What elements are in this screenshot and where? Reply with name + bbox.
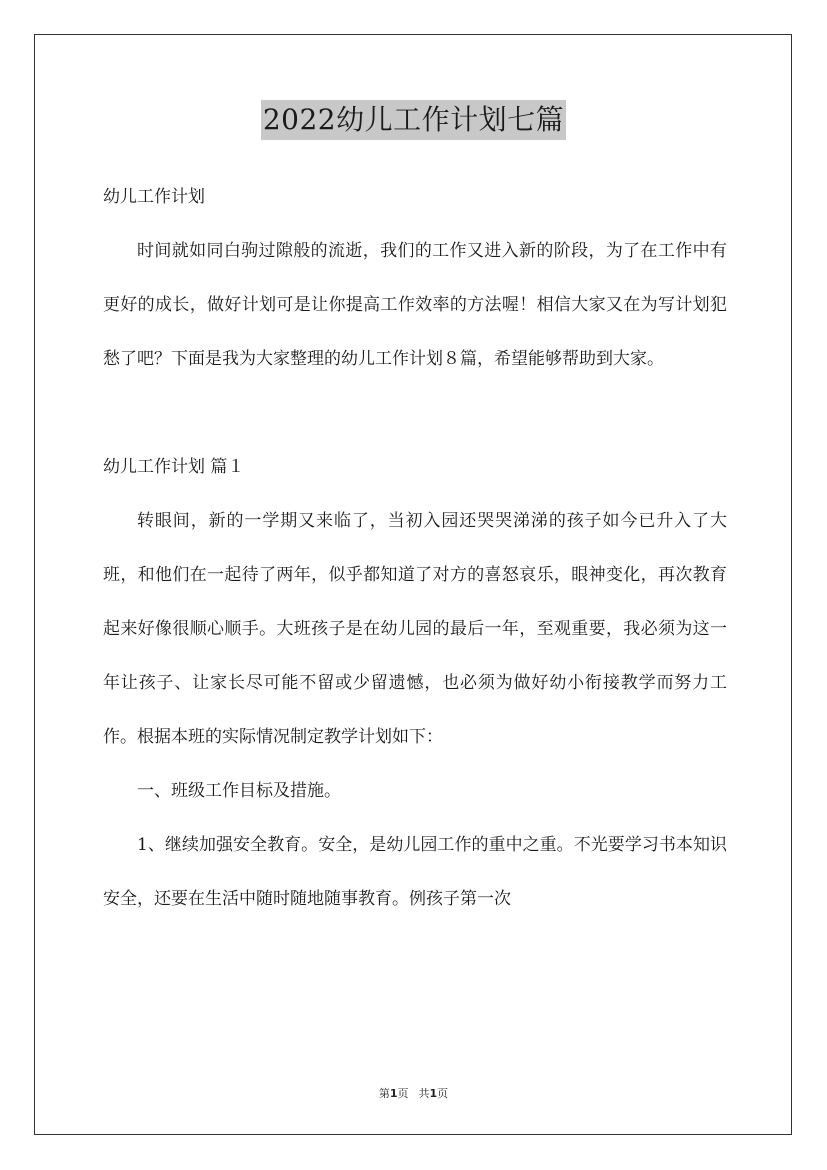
total-pages: 1 — [429, 1087, 438, 1100]
total-suffix: 页 — [437, 1087, 449, 1100]
section1-paragraph: 转眼间，新的一学期又来临了，当初入园还哭哭涕涕的孩子如今已升入了大班，和他们在一起待了两年，似乎都知道了对方的喜怒哀乐，眼神变化，再次教育起来好像很顺心顺手。大班孩子是在幼儿园的最后一年，至观重要，我必须为这一年让孩子、让家长尽可能不留或少留遗憾，也必须为做好幼小衔接教学而努力工作。根据本班的实际情况制定教学计划如下： — [103, 511, 727, 747]
title-container — [0, 100, 827, 140]
blank-line — [103, 386, 727, 440]
document-body — [103, 170, 727, 926]
intro-paragraph: 时间就如同白驹过隙般的流逝，我们的工作又进入新的阶段，为了在工作中有更好的成长，做好计划可是让你提高工作效率的方法喔！相信大家又在为写计划犯愁了吧？下面是我为大家整理的幼儿工作计划８篇，希望能够帮助到大家。 — [103, 241, 727, 369]
intro-heading: 幼儿工作计划 — [103, 187, 205, 207]
page-footer — [0, 1085, 827, 1101]
section1-heading: 幼儿工作计划 篇１ — [103, 457, 245, 477]
page-suffix: 页 — [397, 1087, 409, 1100]
section1-item-1: 1、继续加强安全教育。安全，是幼儿园工作的重中之重。不光要学习书本知识安全，还要在生活中随时随地随事教育。例孩子第一次 — [103, 835, 727, 909]
total-prefix: 共 — [418, 1087, 430, 1100]
section1-item-heading: 一、班级工作目标及措施。 — [137, 781, 341, 801]
page-prefix: 第 — [378, 1087, 390, 1100]
page-number: 1 — [389, 1087, 398, 1100]
document-title: 2022幼儿工作计划七篇 — [261, 100, 566, 140]
